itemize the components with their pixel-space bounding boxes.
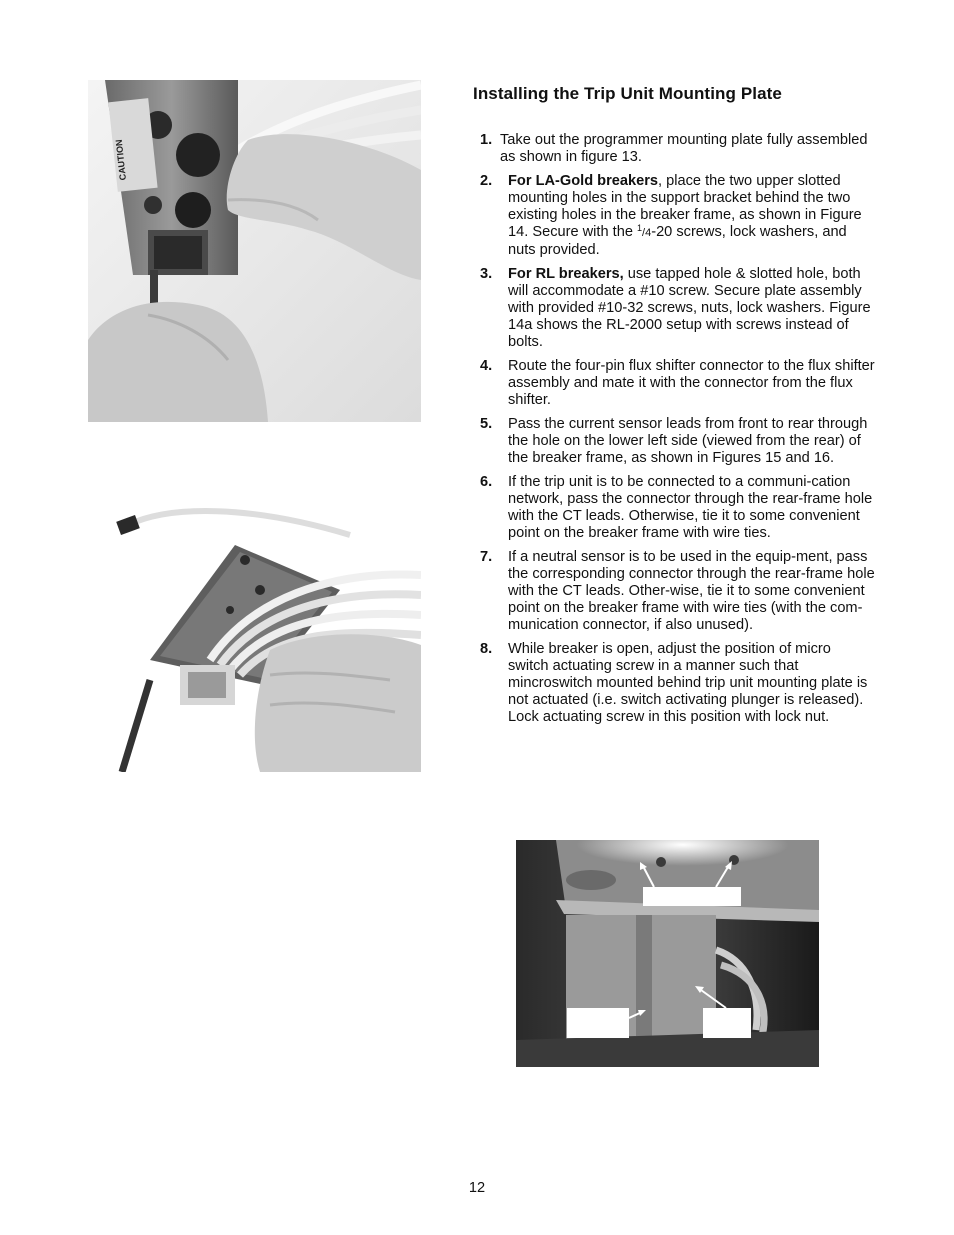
caution-label: CAUTION xyxy=(113,139,128,181)
step-text: If a neutral sensor is to be used in the equip-ment, pass the corresponding connector through the rear-frame hole with the CT leads. Other-wise, tie it to some convenient point on the breaker frame with wire ties (with the com-munication connector, if also unused). xyxy=(508,549,875,633)
step-text: Take out the programmer mounting plate fully assembled as shown in figure 13. xyxy=(500,132,868,165)
step-text: use tapped hole & slotted hole, both will accommodate a #10 screw. Secure plate assembly with provided #10-32 screws, nuts, lock washers. Figure 14a shows the RL-2000 setup with screws instead of bolts. xyxy=(508,266,871,350)
step-2 xyxy=(480,173,875,259)
step-number: 8. xyxy=(480,641,493,657)
step-8 xyxy=(480,641,875,726)
fraction-denominator: /4 xyxy=(642,227,652,239)
step-6 xyxy=(480,474,875,542)
step-number: 2. xyxy=(480,173,493,189)
section-title: Installing the Trip Unit Mounting Plate xyxy=(473,84,782,103)
mounting-plate-photo-middle xyxy=(110,480,421,772)
step-number: 3. xyxy=(480,266,493,282)
step-5 xyxy=(480,416,875,467)
step-lead: For RL breakers, xyxy=(508,266,624,282)
breaker-frame-photo xyxy=(516,840,819,1067)
page-number: 12 xyxy=(468,1180,486,1196)
step-text: While breaker is open, adjust the position of micro switch actuating screw in a manner such that mincroswitch mounted behind trip unit mounting plate is not actuated (i.e. switch activating plunger is released). Lock actuating screw in this position with lock nut. xyxy=(508,641,868,725)
fraction-numerator: 1 xyxy=(637,223,643,233)
step-text-continued: -20 screws, lock washers, and nuts provided. xyxy=(508,224,847,258)
mounting-plate-photo-top-image xyxy=(88,80,421,422)
installation-steps xyxy=(480,132,875,733)
step-number: 6. xyxy=(480,474,493,490)
step-lead: For LA-Gold breakers xyxy=(508,173,659,189)
step-text: Pass the current sensor leads from front to rear through the hole on the lower left side (viewed from the rear) of the breaker frame, as shown in Figures 15 and 16. xyxy=(508,416,868,466)
step-3 xyxy=(480,266,875,351)
breaker-frame-photo-image xyxy=(516,840,819,1067)
step-number: 7. xyxy=(480,549,493,565)
step-4 xyxy=(480,358,875,409)
step-text: If the trip unit is to be connected to a communi-cation network, pass the connector through the rear-frame hole with the CT leads. Otherwise, tie it to some convenient point on the breaker frame with wire ties. xyxy=(508,474,873,541)
step-text: Route the four-pin flux shifter connector to the flux shifter assembly and mate it with the connector from the flux shifter. xyxy=(508,358,875,408)
step-7 xyxy=(480,549,875,634)
step-number: 4. xyxy=(480,358,493,374)
step-1 xyxy=(480,132,875,166)
mounting-plate-photo-middle-image xyxy=(110,480,421,772)
mounting-plate-photo-top xyxy=(88,80,421,422)
step-number: 1. xyxy=(480,132,493,148)
step-text: , place the two upper slotted mounting holes in the support bracket behind the two existing holes in the breaker frame, as shown in Figure 14. Secure with the xyxy=(508,173,862,240)
step-number: 5. xyxy=(480,416,493,432)
